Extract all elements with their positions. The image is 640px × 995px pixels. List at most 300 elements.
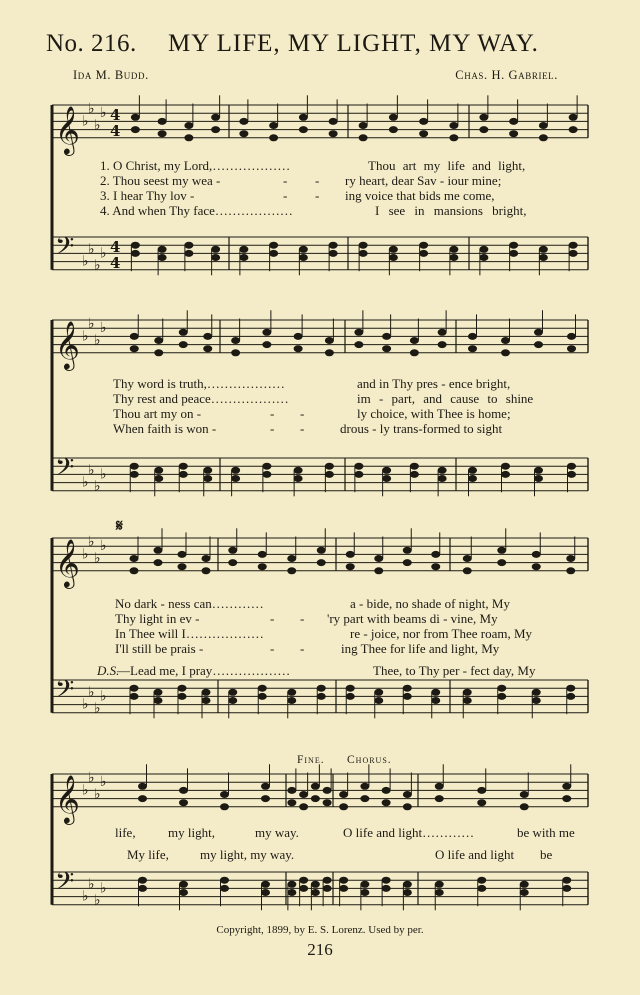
note-head: [361, 783, 369, 789]
flat-sign: ♭: [82, 696, 89, 713]
note-head: [389, 114, 397, 120]
flat-sign: ♭: [94, 550, 101, 567]
flat-sign: ♭: [82, 113, 89, 130]
flat-sign: ♭: [82, 888, 89, 905]
note-head: [323, 787, 331, 793]
lyric-s3-v4-b: ing Thee for life and light, My: [341, 641, 500, 656]
note-head: [389, 127, 397, 133]
lyric-line-s4-upper: [0, 825, 640, 841]
note-head: [329, 131, 337, 137]
note-head: [317, 693, 325, 699]
note-head: [498, 685, 506, 691]
note-head: [262, 890, 270, 896]
note-head: [375, 698, 383, 704]
note-head: [158, 246, 166, 252]
flat-sign: ♭: [100, 538, 107, 555]
lyric-s1-v2-b: ry heart, dear Sav - iour mine;: [345, 173, 502, 188]
note-head: [300, 792, 308, 798]
flat-sign: ♭: [88, 462, 95, 479]
lyric-line-s1-v3: [0, 188, 640, 204]
note-head: [520, 881, 528, 887]
note-head: [204, 467, 212, 473]
note-head: [178, 564, 186, 570]
note-head: [340, 877, 348, 883]
note-head: [361, 881, 369, 887]
note-head: [131, 114, 139, 120]
lyric-s2-v2-a: Thy rest and peace………………: [113, 391, 289, 406]
note-head: [383, 476, 391, 482]
flat-sign: ♭: [88, 101, 95, 118]
note-head: [179, 471, 187, 477]
note-head: [212, 114, 220, 120]
note-head: [535, 476, 543, 482]
note-head: [346, 551, 354, 557]
chorus-mark: Chorus.: [347, 754, 392, 766]
lyric-s3-v1-a: No dark - ness can…………: [115, 596, 264, 611]
lyric-s3-v3-a: In Thee will I………………: [115, 626, 264, 641]
note-head: [568, 333, 576, 339]
note-head: [340, 792, 348, 798]
note-head: [469, 346, 477, 352]
note-head: [178, 693, 186, 699]
flat-sign: ♭: [88, 876, 95, 893]
note-head: [359, 242, 367, 248]
time-signature-top: 4: [110, 105, 121, 124]
note-head: [299, 255, 307, 261]
note-head: [450, 255, 458, 261]
note-head: [532, 698, 540, 704]
note-head: [435, 783, 443, 789]
note-head: [361, 890, 369, 896]
note-head: [469, 467, 477, 473]
note-head: [288, 689, 296, 695]
note-head: [510, 242, 518, 248]
note-head: [299, 246, 307, 252]
note-head: [130, 463, 138, 469]
note-head: [355, 463, 363, 469]
note-head: [432, 564, 440, 570]
flat-sign: ♭: [100, 774, 107, 791]
clefs: [55, 101, 120, 909]
note-head: [438, 476, 446, 482]
note-head: [311, 796, 319, 802]
note-head: [403, 804, 411, 810]
note-head: [178, 685, 186, 691]
note-head: [450, 135, 458, 141]
note-head: [240, 246, 248, 252]
note-head: [229, 560, 237, 566]
note-head: [317, 547, 325, 553]
note-head: [323, 800, 331, 806]
note-head: [383, 346, 391, 352]
fine-mark: Fine.: [297, 754, 325, 766]
flat-sign: ♭: [100, 245, 107, 262]
note-head: [179, 342, 187, 348]
note-head: [240, 131, 248, 137]
note-head: [270, 135, 278, 141]
note-head: [375, 689, 383, 695]
note-head: [389, 255, 397, 261]
lyric-s1-v3-a: 3. I hear Thy lov -: [100, 188, 195, 203]
lyric-line-s1-v4: [0, 203, 640, 219]
note-head: [139, 877, 147, 883]
note-head: [179, 329, 187, 335]
note-head: [154, 698, 162, 704]
lyric-line-s4-lower: [0, 847, 640, 863]
note-head: [294, 476, 302, 482]
note-head: [139, 796, 147, 802]
note-head: [569, 242, 577, 248]
note-head: [202, 556, 210, 562]
note-head: [568, 463, 576, 469]
note-head: [498, 547, 506, 553]
note-head: [263, 463, 271, 469]
note-head: [221, 885, 229, 891]
note-head: [311, 890, 319, 896]
note-head: [563, 877, 571, 883]
ds-label: D.S.: [97, 663, 120, 678]
note-head: [502, 463, 510, 469]
lyric-line-s3-v2: [0, 611, 640, 627]
treble-clef: 𝄞: [55, 104, 80, 154]
note-head: [539, 246, 547, 252]
lyric-s3-v4-a: I'll still be prais -: [115, 641, 204, 656]
flat-sign: ♭: [88, 316, 95, 333]
note-head: [294, 333, 302, 339]
note-head: [432, 551, 440, 557]
note-head: [154, 547, 162, 553]
note-head: [403, 560, 411, 566]
note-head: [288, 800, 296, 806]
note-head: [539, 255, 547, 261]
note-head: [403, 547, 411, 553]
note-head: [329, 250, 337, 256]
lyric-s1-v1-a: 1. O Christ, my Lord,………………: [100, 158, 291, 173]
hymn-number: No. 216.: [46, 30, 137, 57]
note-head: [410, 463, 418, 469]
note-head: [270, 250, 278, 256]
lyric-s3-v1-b: a - bide, no shade of night, My: [350, 596, 510, 611]
lyric-s3-v4-d1: -: [270, 641, 275, 656]
lyric-line-s3-v4: [0, 641, 640, 657]
note-head: [131, 242, 139, 248]
treble-clef: 𝄞: [55, 537, 80, 587]
note-head: [329, 118, 337, 124]
note-head: [346, 685, 354, 691]
flat-sign: ♭: [82, 328, 89, 345]
lyric-s1-v2-d1: -: [283, 173, 288, 188]
note-head: [288, 698, 296, 704]
note-head: [535, 467, 543, 473]
note-head: [155, 338, 163, 344]
note-head: [229, 547, 237, 553]
lyric-s1-v4-a: 4. And when Thy face………………: [100, 203, 293, 218]
flat-sign: ♭: [94, 478, 101, 495]
note-head: [131, 250, 139, 256]
note-head: [403, 693, 411, 699]
note-head: [158, 131, 166, 137]
note-head: [204, 476, 212, 482]
flat-sign: ♭: [94, 700, 101, 717]
flat-sign: ♭: [94, 257, 101, 274]
note-head: [510, 250, 518, 256]
note-head: [263, 342, 271, 348]
note-head: [258, 551, 266, 557]
note-head: [131, 127, 139, 133]
lyric-s1-v3-b: ing voice that bids me come,: [345, 188, 495, 203]
note-head: [502, 338, 510, 344]
note-head: [232, 350, 240, 356]
lyric-s4-upper-4: O life and light…………: [343, 825, 475, 840]
note-head: [498, 560, 506, 566]
note-head: [204, 346, 212, 352]
note-head: [383, 333, 391, 339]
note-head: [130, 568, 138, 574]
flat-sign: ♭: [82, 474, 89, 491]
note-head: [450, 123, 458, 129]
treble-clef: 𝄞: [55, 773, 80, 823]
note-head: [567, 685, 575, 691]
note-head: [212, 127, 220, 133]
flat-sign: ♭: [100, 880, 107, 897]
note-head: [438, 467, 446, 473]
time-signature-bottom: 4: [110, 122, 121, 141]
note-head: [180, 890, 188, 896]
lyric-s3-v2-b: 'ry part with beams di - vine, My: [327, 611, 498, 626]
note-head: [478, 800, 486, 806]
note-head: [469, 476, 477, 482]
composer-credit: Chas. H. Gabriel.: [455, 68, 558, 82]
note-head: [355, 471, 363, 477]
note-head: [263, 471, 271, 477]
note-head: [563, 796, 571, 802]
lyric-s2-v2-b: im - part, and cause to shine: [357, 391, 534, 406]
note-head: [567, 568, 575, 574]
note-head: [158, 118, 166, 124]
note-head: [258, 685, 266, 691]
note-head: [375, 556, 383, 562]
note-head: [221, 792, 229, 798]
lyric-s4-lower-2: my light, my way.: [200, 847, 295, 862]
note-head: [323, 885, 331, 891]
note-head: [139, 783, 147, 789]
note-head: [155, 467, 163, 473]
note-head: [520, 792, 528, 798]
note-head: [480, 255, 488, 261]
note-head: [435, 796, 443, 802]
lyric-s3-v4-d2: -: [300, 641, 305, 656]
note-head: [432, 689, 440, 695]
note-head: [325, 338, 333, 344]
lyric-s4-lower-1: My life,: [127, 847, 169, 862]
lyric-line-s2-v3: [0, 406, 640, 422]
note-head: [463, 689, 471, 695]
note-head: [432, 698, 440, 704]
note-head: [382, 877, 390, 883]
note-head: [563, 783, 571, 789]
note-head: [204, 333, 212, 339]
flat-sign: ♭: [100, 320, 107, 337]
note-head: [359, 250, 367, 256]
note-head: [300, 877, 308, 883]
note-head: [510, 131, 518, 137]
note-head: [325, 463, 333, 469]
note-head: [463, 698, 471, 704]
note-head: [567, 556, 575, 562]
note-head: [158, 255, 166, 261]
note-head: [329, 242, 337, 248]
note-head: [510, 118, 518, 124]
note-head: [438, 329, 446, 335]
note-head: [420, 242, 428, 248]
hymn-title: MY LIFE, MY LIGHT, MY WAY.: [168, 30, 539, 57]
segno-sign: 𝄋: [116, 518, 123, 535]
note-head: [382, 787, 390, 793]
lyric-s1-v3-d1: -: [283, 188, 288, 203]
lyric-line-s1-v1: [0, 158, 640, 174]
lyric-s2-v1-b: and in Thy pres - ence bright,: [357, 376, 511, 391]
flat-sign: ♭: [100, 688, 107, 705]
page-number: 216: [307, 940, 333, 959]
flat-sign: ♭: [94, 786, 101, 803]
note-head: [221, 804, 229, 810]
lyric-s2-v3-a: Thou art my on -: [113, 406, 202, 421]
note-head: [568, 471, 576, 477]
note-head: [154, 689, 162, 695]
note-head: [563, 885, 571, 891]
note-head: [299, 127, 307, 133]
note-head: [263, 329, 271, 335]
lyric-line-s3-v3: [0, 626, 640, 642]
flat-sign: ♭: [82, 546, 89, 563]
note-head: [340, 885, 348, 891]
note-head: [532, 689, 540, 695]
note-head: [569, 114, 577, 120]
note-head: [359, 135, 367, 141]
lyric-s3-v2-d1: -: [270, 611, 275, 626]
note-head: [569, 127, 577, 133]
note-head: [229, 689, 237, 695]
note-head: [535, 329, 543, 335]
note-head: [502, 471, 510, 477]
bass-clef: 𝄢: [55, 867, 75, 902]
note-head: [403, 881, 411, 887]
note-head: [539, 123, 547, 129]
flat-sign: ♭: [88, 534, 95, 551]
lyric-s2-v4-d2: -: [300, 421, 305, 436]
note-head: [325, 471, 333, 477]
note-head: [463, 556, 471, 562]
note-head: [288, 890, 296, 896]
note-head: [568, 346, 576, 352]
lyric-s1-v2-a: 2. Thou seest my wea -: [100, 173, 221, 188]
note-head: [539, 135, 547, 141]
note-head: [130, 685, 138, 691]
note-head: [262, 783, 270, 789]
note-head: [294, 346, 302, 352]
lyric-s2-v4-a: When faith is won -: [113, 421, 217, 436]
note-head: [532, 564, 540, 570]
note-head: [478, 885, 486, 891]
note-head: [180, 800, 188, 806]
note-head: [130, 333, 138, 339]
flat-sign: ♭: [88, 770, 95, 787]
flat-sign: ♭: [82, 782, 89, 799]
bass-clef: 𝄢: [55, 453, 75, 488]
note-head: [450, 246, 458, 252]
note-head: [569, 250, 577, 256]
flat-sign: ♭: [100, 105, 107, 122]
note-head: [212, 246, 220, 252]
note-head: [520, 804, 528, 810]
note-head: [346, 693, 354, 699]
note-head: [288, 787, 296, 793]
note-head: [185, 135, 193, 141]
note-head: [155, 350, 163, 356]
lyric-s4-upper-3: my way.: [255, 825, 299, 840]
note-head: [185, 242, 193, 248]
note-head: [180, 787, 188, 793]
note-head: [155, 476, 163, 482]
lyric-s4-upper-2: my light,: [168, 825, 215, 840]
lyric-s2-v1-a: Thy word is truth,………………: [113, 376, 285, 391]
note-head: [179, 463, 187, 469]
note-head: [355, 342, 363, 348]
lyric-s4-lower-4: be: [540, 847, 553, 862]
note-head: [139, 885, 147, 891]
note-head: [403, 890, 411, 896]
lyric-s3-v2-d2: -: [300, 611, 305, 626]
note-head: [130, 471, 138, 477]
lyric-s4-lower-3: O life and light: [435, 847, 515, 862]
note-head: [498, 693, 506, 699]
note-head: [178, 551, 186, 557]
staff-lines: [52, 105, 588, 905]
treble-clef: 𝄞: [55, 319, 80, 369]
time-signature-top: 4: [110, 237, 121, 256]
flat-sign: ♭: [94, 117, 101, 134]
lyric-s1-v1-b: Thou art my life and light,: [368, 158, 526, 173]
flat-sign: ♭: [100, 466, 107, 483]
lyric-s2-v4-b: drous - ly trans-formed to sight: [340, 421, 503, 436]
note-head: [340, 804, 348, 810]
lyric-s1-v3-d2: -: [315, 188, 320, 203]
flat-sign: ♭: [82, 253, 89, 270]
note-head: [288, 881, 296, 887]
lyric-line-s2-v2: [0, 391, 640, 407]
lyric-line-s1-v2: [0, 173, 640, 189]
note-head: [130, 693, 138, 699]
note-head: [229, 698, 237, 704]
note-head: [532, 551, 540, 557]
bass-clef: 𝄢: [55, 675, 75, 710]
note-head: [478, 787, 486, 793]
lyric-s1-v2-d2: -: [315, 173, 320, 188]
note-head: [323, 877, 331, 883]
note-head: [520, 890, 528, 896]
note-head: [438, 342, 446, 348]
lyric-s2-v3-d2: -: [300, 406, 305, 421]
lyric-s2-v3-d1: -: [270, 406, 275, 421]
note-head: [420, 118, 428, 124]
note-head: [469, 333, 477, 339]
note-head: [375, 568, 383, 574]
note-head: [258, 693, 266, 699]
note-head: [361, 796, 369, 802]
note-head: [232, 476, 240, 482]
note-head: [478, 877, 486, 883]
note-head: [288, 568, 296, 574]
